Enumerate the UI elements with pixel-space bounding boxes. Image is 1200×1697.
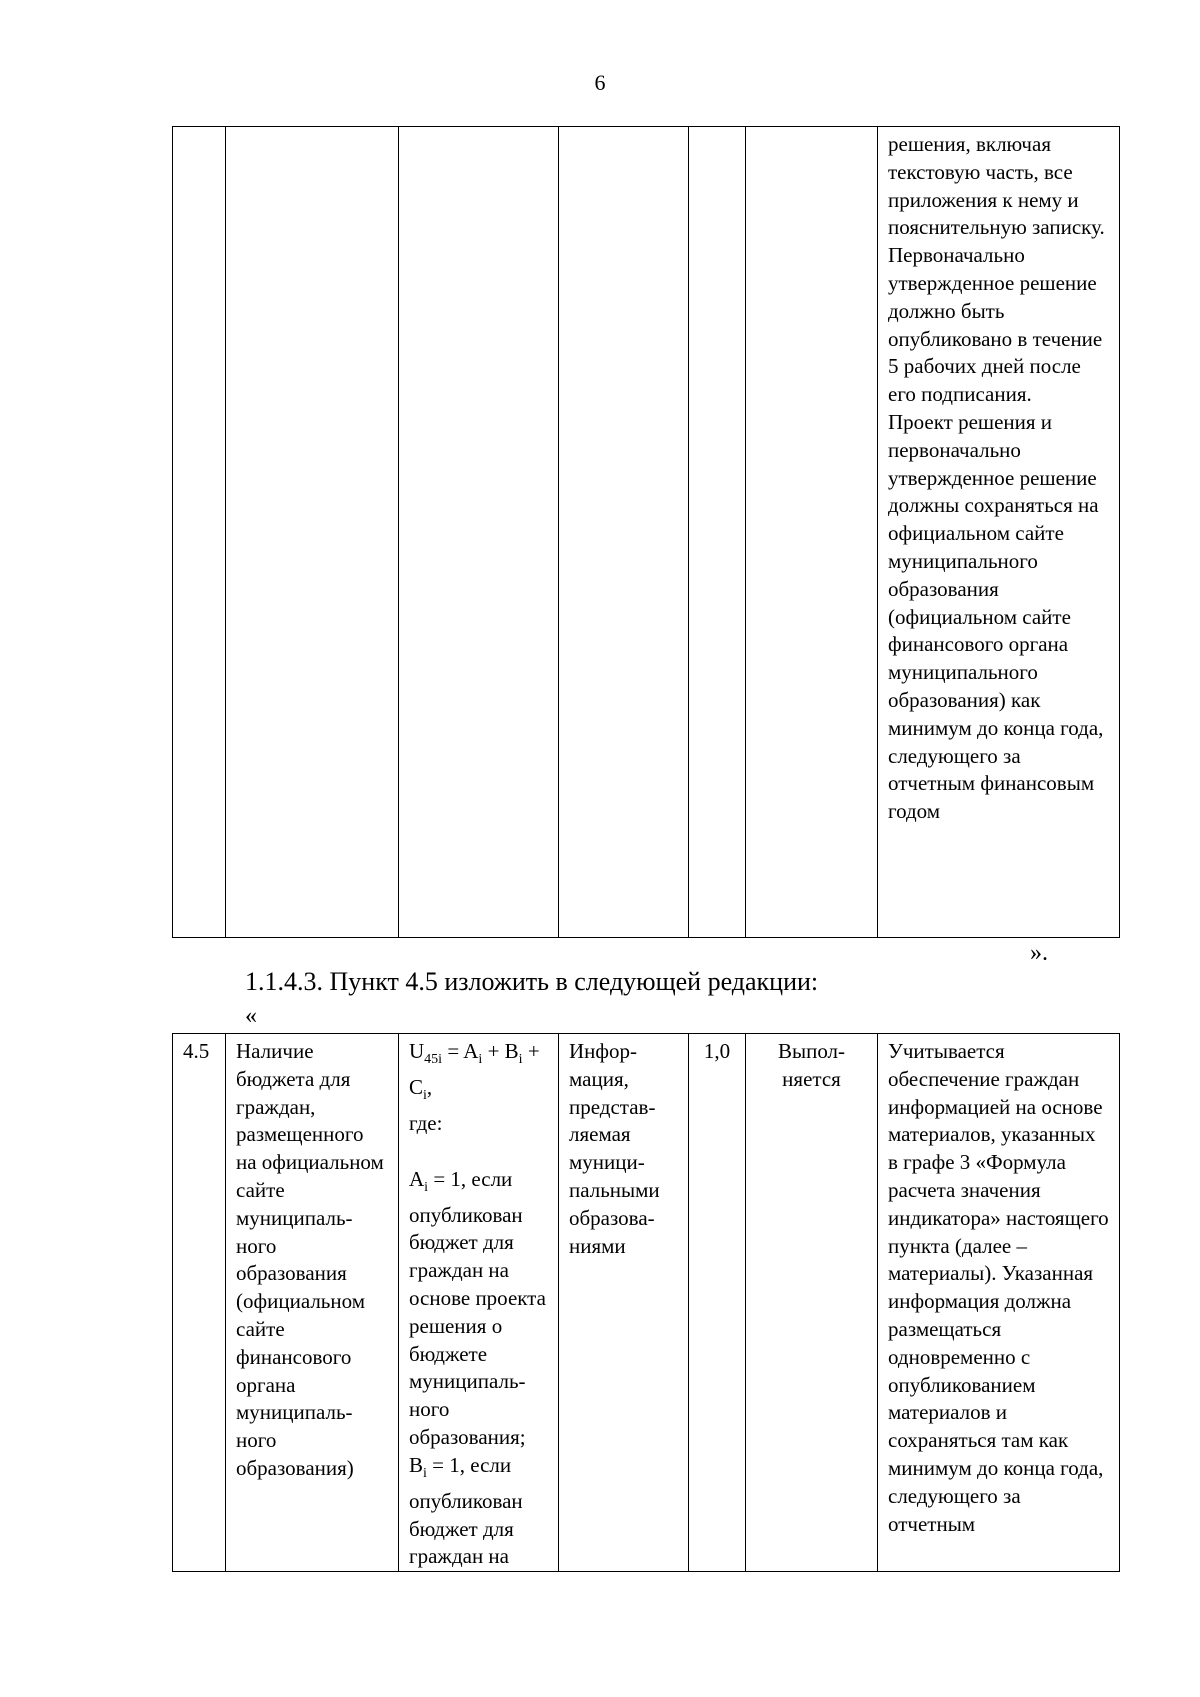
formula-body-b: = 1, если опубликован бюджет для граждан на основе проекта решения о бюджете муниципаль-ного образования; B (409, 1166, 546, 1477)
page-number: 6 (594, 70, 606, 95)
cell-source: Инфор-мация, представ-ляемая муници-пальными образова-ниями (559, 1034, 689, 1572)
cell-indicator (226, 127, 399, 938)
cell-indicator: Наличие бюджета для граждан, размещенного на официальном сайте муниципаль-ного образования (официальном сайте финансового органа муниципаль-ного образования) (226, 1034, 399, 1572)
formula-plus-c: + C (409, 1039, 540, 1099)
closing-quote: ». (1030, 940, 1048, 966)
formula-ai: i (424, 1179, 429, 1195)
table-row (173, 127, 1120, 938)
table-item-4-5 (172, 1033, 1120, 1572)
formula-sub-c: i (423, 1088, 427, 1104)
cell-status (746, 127, 878, 938)
table-continued (172, 126, 1120, 938)
formula-plus-b: + B (482, 1039, 519, 1063)
cell-formula (399, 127, 559, 938)
cell-number (173, 127, 226, 938)
formula-subscript: 45i (424, 1052, 443, 1068)
cell-comment: решения, включая текстовую часть, все приложения к нему и пояснительную записку. Первоначально утвержденное решение должно быть опубликовано в течение 5 рабочих дней после его подписания. Проект решения и первоначально утвержденное решение должны сохраняться на официальном сайте муниципального образования (официальном сайте финансового органа муниципального образования) как минимум до конца года, следующего за отчетным финансовым годом (878, 127, 1120, 938)
formula-eq: = A (442, 1039, 479, 1063)
table-row (173, 1034, 1120, 1572)
formula-comma: , (426, 1074, 433, 1099)
cell-weight (689, 127, 746, 938)
formula-sub-a: i (478, 1052, 483, 1068)
cell-comment: Учитывается обеспечение граждан информацией на основе материалов, указанных в графе 3 «Формула расчета значения индикатора» настоящего пункта (далее – материалы). Указанная информация должна размещаться одновременно с опубликованием материалов и сохраняться там как минимум до конца года, следующего за отчетным (878, 1034, 1120, 1572)
section-heading: 1.1.4.3. Пункт 4.5 изложить в следующей редакции: (245, 967, 819, 996)
cell-formula (399, 1034, 559, 1572)
opening-quote: « (245, 1003, 257, 1029)
cell-status: Выпол-няется (746, 1034, 878, 1572)
formula-body-c: = 1, если опубликован бюджет для граждан на (409, 1452, 523, 1569)
formula-u: U (409, 1039, 425, 1063)
formula-body-a: где: A (409, 1110, 443, 1191)
cell-weight: 1,0 (689, 1034, 746, 1572)
formula-bi: i (423, 1465, 427, 1481)
cell-source (559, 127, 689, 938)
formula-sub-b: i (518, 1052, 523, 1068)
cell-number: 4.5 (173, 1034, 226, 1572)
